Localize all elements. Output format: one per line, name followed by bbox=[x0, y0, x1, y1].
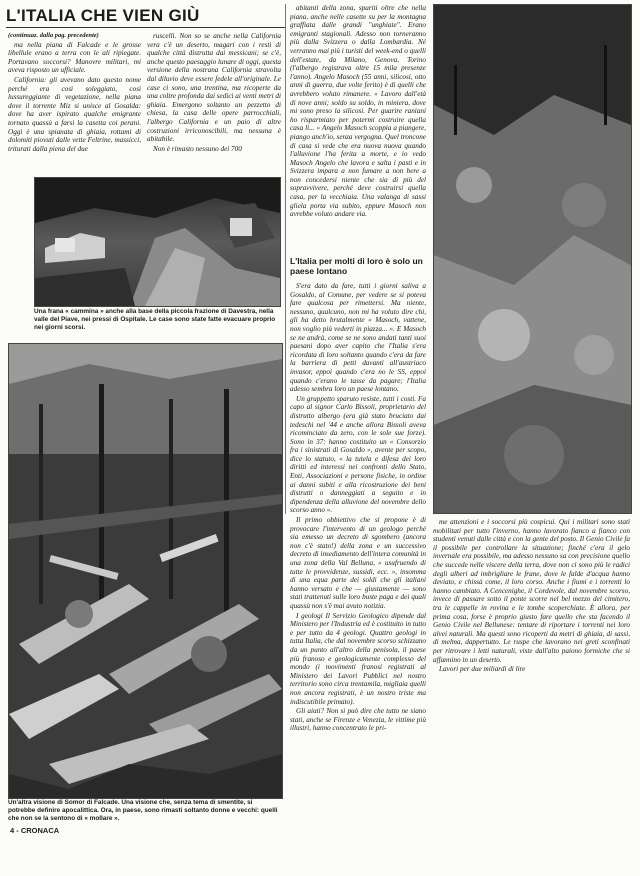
column-2 bbox=[147, 32, 281, 172]
column-3 bbox=[290, 4, 426, 252]
photo1-caption: Una frana « cammina » anche alla base della piccola frazione di Davestra, nella valle del Piave, nei pressi di Ospitale. Le case sono state fatte evacuare proprio nei giorni scorsi. bbox=[34, 308, 276, 331]
column-4 bbox=[433, 518, 630, 790]
continued-note: (continuaz. dalla pag. precedente) bbox=[8, 32, 99, 39]
photo2-caption: Un'altra visione di Somor di Falcade. Una visione che, senza tema di smentite, si potrebbe definire apocalittica. Ora, in paese, sono rimasti soltanto donne e vecchi: quelli che non se la sentono di « mollare ». bbox=[8, 799, 278, 822]
page-footer: 4 - CRONACA bbox=[10, 826, 60, 835]
column-1 bbox=[8, 32, 141, 172]
landslide-photo bbox=[34, 177, 281, 307]
col3b-paragraph: Gli aiuti? Non si può dire che tutto ne siano stati, anche se Firenze e Venezia, le vittime più illustri, hanno concentrato le pri- bbox=[290, 707, 426, 733]
headline: L'ITALIA CHE VIEN GIÙ bbox=[6, 6, 200, 25]
column-divider bbox=[285, 4, 286, 514]
mountain-rubble-photo bbox=[433, 4, 632, 514]
col3b-paragraph: S'era dato da fare, tutti i giorni saliva a Gosaldo, al Comune, per vedere se si poteva fare qualcosa per rimettersi. Ma niente, nessuno, qualcuno, non mi ha voluto dire chi, gli ha detto brutalmente « Masoch, vattene, non voglio più vederti in piazza... ». E Masoch se ne andrà, come se ne sono andati tanti suoi paesani dopo aver capito che l'Italia s'era ricordata di loro soltanto quando c'era da fare la barriera di petti davanti all'austriaco invasor, eppoi quando c'era no le SS, eppoi quando c'erano le tasse da pagare; l'Italia adesso sembra loro un paese lontano. bbox=[290, 282, 426, 394]
col4-paragraph: Lavori per due miliardi di lire bbox=[439, 665, 526, 674]
column-3b bbox=[290, 282, 426, 796]
mountain-rubble-photo-image bbox=[434, 5, 631, 513]
col1-paragraph: ma nella piana di Falcade e le grosse libellule erano a terra con le ali ripiegate. Portavano soccorsi? Manovre militari, mi aveva risposto un ufficiale. bbox=[8, 40, 141, 75]
section-subhead: L'Italia per molti di loro è solo un paese lontano bbox=[290, 256, 423, 276]
col3b-paragraph: Un gruppetto sparuto resiste, tutti i costi. Fa capo al signor Carlo Bissoli, proprietario del distrutto albergo (era già stato bruciato dai tedeschi nel '44 e anche allora Bissoli aveva ricominciato da zero, con le sole sue forze). Sono in 37: hanno costituito un « Consorzio fra i sinistrati di Gosaldo », avente per scopo, dice lo statuto, « la tutela e difesa dei loro diritti ed interessi nei confronti dello Stato, Enti, Associazioni e persone fisiche, in ordine ai danni subiti e alla ricostruzione dei beni distrutti o danneggiati a seguito e in dipendenza della alluvione del novembre dello scorso anno ». bbox=[290, 394, 426, 515]
col2-paragraph: Non è rimasto nessuno dei 700 bbox=[153, 144, 242, 153]
col1-paragraph: California: gli avevano dato questo nome perché era così soleggiato, così lussureggiante di vegetazione, nella piana dove il torrente Miz si unisce al Gosalda: dove ha aver ispirato qualche emigrante tornato quassù a farsi la casetta coi perani. Oggi è una spianata di ghiaia, rottami di dolomiti piovuti dalle vette Feltrine, massicci, triturati dalla piena del due bbox=[8, 75, 141, 153]
col3b-paragraph: I geologi Il Servizio Geologico dipende dal Ministero per l'Industria ed è costituito in tutto e per tutto da 4 geologi. Quattro geologi in tutta Italia, che dal novembre scorso schizzano da un punto all'altro della penisola, il paese più franoso e geologicamente complesso del mondo (i movimenti franosi registrati al Ministero dei Lavori Pubblici nel nostro territorio sono circa trentamila, migliaia quelli non ancora registrati, è un nostro triste ma indiscutibile primato). bbox=[290, 611, 426, 706]
col4-paragraph: me attenzioni e i soccorsi più cospicui. Qui i militari sono stati mobilitati per tutto l'inverno, hanno lavorato fianco a fianco con studenti venuti dalle città e con la gente del posto. Il Genio Civile fa il possibile per controllare la situazione; finché c'era il gelo invernale era possibile, ma adesso nessuno sa con precisione quello che succede nelle viscere della terra, dove non ci sono più le radici degli alberi ad imbrigliare le frane, dove le falde d'acqua hanno deviato, e chissà come, il loro corso. Anche i fiumi e i torrenti lo hanno cambiato. A Cencenighe, il Cordevole, dal novembre scorso, invece di passare sotto il ponte scorre nel bel mezzo del cimitero, tra le cappelle in rovina e le tombe scoperchiate. È allora, per prima cosa, forse è proprio giusto fare quello che sta facendo il Genio Civile nel Bellunese: tentare di riportare i torrenti nei loro alvei naturali. Ma questi sono ricoperti da metri di ghiaia, di sassi, di melma, dappertutto. Le ruspe che lavorano nei greti sconfinati per ritrovare i letti naturali, viste dall'alto paiono formiche che si affannino in un deserto. bbox=[433, 518, 630, 664]
rubble-photo-image bbox=[9, 344, 282, 798]
headline-rule bbox=[6, 27, 286, 28]
col3-paragraph: abitanti della zona, spariti oltre che nella piana, anche nelle casette su per la montagna graffiata dalle grandi "unghiate". Erano emigranti stagionali. Adesso non torneranno più dalla Svizzera o dalla Lombardia. Né verranno mai più i turisti del week-end o quelli dell'estate, da Milano, Genova, Torino (l'albergo registrava oltre 15 mila presenze l'anno). Angelo Masoch (55 anni, silicosi, otto anni di guerra, due volte ferito) è di quelli che avrebbero voluto rimanere. « Lavoro dall'età di nove anni; soldo su soldo, in miniera, dove mi sono preso la silicosi. Per guarire raniani ho risparmiato per potermi costruire quella casa lì... » Angelo Masoch scoppia a piangere, piango anch'io, senza vergogna. Quel troncone di casa si vede che era nuova nuova quando l'alluvione l'ha ferita a morte, e io vedo Masoch Angelo che lavora e salta i pasti e in Svizzera impara a non fumare a non bere a non concedersi niente che sia di più del sopravvivere, perché deve costruirsi quella casa, per la vecchiaia. Una valanga di sassi gliela porta via subito, eppure Masoch non avrebbe voluto andare via. bbox=[290, 4, 426, 219]
col3b-paragraph: Il primo obbiettivo che si propone è di provocare l'intervento di un geologo perché sia emesso un decreto di sgombero (ancora non c'è stato!) della zona e un successivo decreto di insediamento dell'intera comunità in una zona della Val Belluna, « usufruendo di tutte le provvidenze, sussidi, ecc. », insomma di una equa parte dei soldi che gli italiani hanno versato e che — giustamente — sono stati trattenuti sulle loro buste paga e dei quali quassù non s'è mai avuto notizia. bbox=[290, 516, 426, 610]
col2-paragraph: ruscelli. Non so se anche nella California vera c'è un deserto, magari con i resti di qualche città distrutta dai messicani; se c'è, anche questo paesaggio lunare di oggi, questa versione della nostrana California stravolta dal diluvio deve essere fedele all'originale. Le case ci sono, una trentina, ma ricoperte da una coltre profonda dai sedici ai venti metri di ghiaia. Emergono soltanto un pezzetto di chiesa, la casa delle opere parrocchiali, l'albergo California e un paio di altre costruzioni irriconoscibili, ma nessuna è abitabile. bbox=[147, 32, 281, 144]
landslide-photo-image bbox=[35, 178, 280, 306]
rubble-photo bbox=[8, 343, 283, 799]
